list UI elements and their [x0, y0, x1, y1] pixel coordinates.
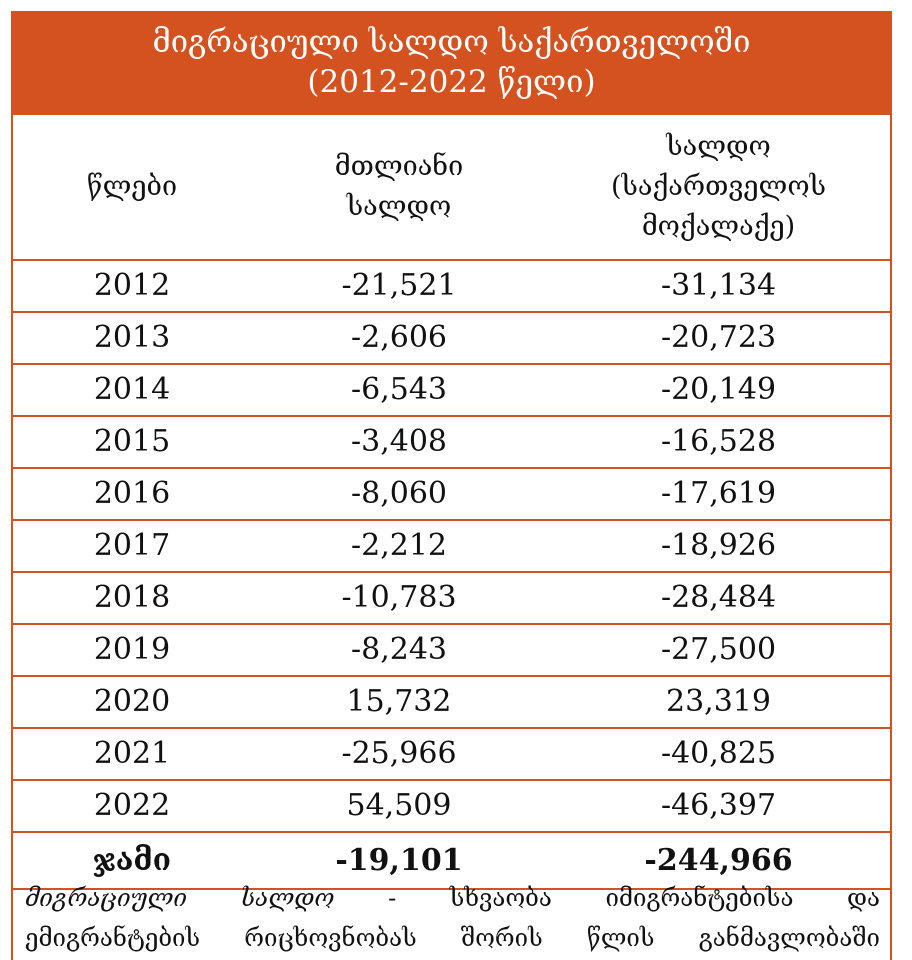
cell-total: -25,966: [253, 728, 545, 780]
cell-citizens: 23,319: [545, 676, 892, 728]
cell-citizens: -18,926: [545, 520, 892, 572]
cell-year: 2022: [11, 780, 253, 832]
header-citizens-line-1: სალდო: [666, 131, 771, 162]
title-line-1: მიგრაციული სალდო საქართველოში: [152, 24, 751, 60]
cell-total: -10,783: [253, 572, 545, 624]
cell-year: 2015: [11, 416, 253, 468]
table-row: [11, 468, 892, 520]
cell-year: 2017: [11, 520, 253, 572]
totals-citizens: -244,966: [545, 832, 892, 889]
table-row: [11, 260, 892, 312]
cell-total: -8,060: [253, 468, 545, 520]
table-row: [11, 572, 892, 624]
cell-total: -3,408: [253, 416, 545, 468]
migration-table: [11, 115, 892, 890]
cell-year: 2019: [11, 624, 253, 676]
cell-year: 2016: [11, 468, 253, 520]
table-row: [11, 416, 892, 468]
cell-citizens: -17,619: [545, 468, 892, 520]
cell-total: 15,732: [253, 676, 545, 728]
footnote-line-1: [25, 878, 880, 918]
cell-total: -8,243: [253, 624, 545, 676]
footnote-line-2: ემიგრანტების რიცხოვნობას შორის წლის განმავლობაში: [25, 924, 880, 952]
cell-year: 2018: [11, 572, 253, 624]
table-row: [11, 364, 892, 416]
cell-citizens: -20,149: [545, 364, 892, 416]
table-row: [11, 520, 892, 572]
table-title: [11, 11, 892, 115]
cell-year: 2013: [11, 312, 253, 364]
cell-citizens: -27,500: [545, 624, 892, 676]
cell-citizens: -40,825: [545, 728, 892, 780]
header-citizens-line-3: მოქალაქე): [641, 211, 796, 242]
cell-total: 54,509: [253, 780, 545, 832]
header-years: წლები: [11, 115, 253, 260]
cell-year: 2014: [11, 364, 253, 416]
header-citizens: [545, 115, 892, 260]
header-total-line-1: მთლიანი: [334, 151, 464, 182]
footnote-term: მიგრაციული სალდო: [25, 884, 335, 912]
footnote-definition-start: - სხვაობა იმიგრანტებისა და: [334, 884, 880, 912]
header-citizens-line-2: (საქართველოს: [610, 171, 827, 202]
cell-total: -21,521: [253, 260, 545, 312]
cell-citizens: -16,528: [545, 416, 892, 468]
table-row: [11, 624, 892, 676]
totals-total: -19,101: [253, 832, 545, 889]
cell-citizens: -20,723: [545, 312, 892, 364]
cell-citizens: -46,397: [545, 780, 892, 832]
cell-citizens: -31,134: [545, 260, 892, 312]
table-row: [11, 312, 892, 364]
cell-year: 2021: [11, 728, 253, 780]
table-row: [11, 676, 892, 728]
header-total-line-2: სალდო: [346, 191, 452, 222]
totals-label: ჯამი: [11, 832, 253, 889]
cell-year: 2012: [11, 260, 253, 312]
cell-citizens: -28,484: [545, 572, 892, 624]
table-row: [11, 780, 892, 832]
cell-total: -2,212: [253, 520, 545, 572]
table-row: [11, 728, 892, 780]
cell-total: -2,606: [253, 312, 545, 364]
header-row: [11, 115, 892, 260]
title-line-2: (2012-2022 წელი): [307, 64, 596, 100]
header-total: [253, 115, 545, 260]
cell-total: -6,543: [253, 364, 545, 416]
cell-year: 2020: [11, 676, 253, 728]
footnote: [13, 876, 890, 960]
